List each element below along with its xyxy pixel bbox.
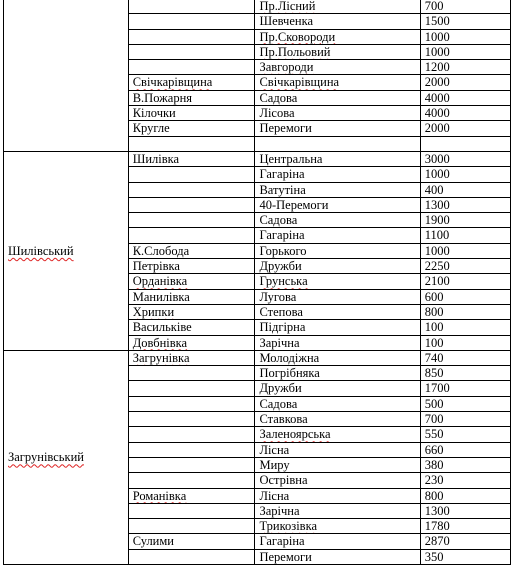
street-cell	[255, 151, 420, 166]
value-cell	[420, 29, 510, 44]
table-row	[4, 0, 511, 14]
value-number: 800	[424, 488, 444, 503]
value-number: 1700	[424, 381, 450, 396]
street-cell	[255, 381, 420, 396]
village-cell	[128, 136, 255, 151]
village-name: Манилівка	[132, 289, 190, 304]
value-number: 1000	[424, 29, 450, 44]
village-name: Свічкарівщина	[132, 75, 213, 90]
value-number: 2100	[424, 274, 450, 289]
street-cell	[255, 350, 420, 365]
value-number: 660	[424, 442, 444, 457]
village-cell	[128, 320, 255, 335]
street-cell	[255, 412, 420, 427]
street-cell	[255, 60, 420, 75]
village-name: Петрівка	[132, 259, 180, 274]
street-cell	[255, 106, 420, 121]
value-cell	[420, 396, 510, 411]
village-name: В.Пожарня	[132, 90, 193, 105]
value-cell	[420, 121, 510, 136]
value-number: 4000	[424, 106, 450, 121]
street-cell	[255, 44, 420, 59]
value-cell	[420, 151, 510, 166]
street-cell	[255, 243, 420, 258]
value-cell	[420, 60, 510, 75]
value-cell	[420, 75, 510, 90]
village-cell	[128, 335, 255, 350]
village-name: Шилівка	[132, 151, 180, 166]
street-cell	[255, 29, 420, 44]
village-cell	[128, 274, 255, 289]
value-number: 1900	[424, 213, 450, 228]
street-name: Гагаріна	[259, 534, 305, 549]
value-number: 100	[424, 320, 444, 335]
district-cell	[4, 151, 129, 350]
village-cell	[128, 412, 255, 427]
street-cell	[255, 442, 420, 457]
village-cell	[128, 488, 255, 503]
village-cell	[128, 304, 255, 319]
street-cell	[255, 228, 420, 243]
village-name: Кілочки	[132, 106, 176, 121]
street-cell	[255, 259, 420, 274]
street-name: Перемоги	[259, 121, 312, 136]
village-cell	[128, 182, 255, 197]
district-cell	[4, 350, 129, 564]
street-name: Садова	[259, 396, 298, 411]
village-cell	[128, 259, 255, 274]
village-cell	[128, 29, 255, 44]
village-cell	[128, 473, 255, 488]
street-name: Миру	[259, 457, 290, 472]
village-cell	[128, 197, 255, 212]
value-cell	[420, 136, 510, 151]
value-cell	[420, 182, 510, 197]
value-cell	[420, 503, 510, 518]
village-cell	[128, 442, 255, 457]
street-name: Зарічна	[259, 503, 300, 518]
value-cell	[420, 320, 510, 335]
street-name: Лугова	[259, 289, 297, 304]
street-cell	[255, 396, 420, 411]
value-cell	[420, 197, 510, 212]
value-number: 850	[424, 366, 444, 381]
village-name: Кругле	[132, 121, 170, 136]
value-cell	[420, 14, 510, 29]
value-cell	[420, 335, 510, 350]
village-cell	[128, 243, 255, 258]
village-name: Довбнівка	[132, 335, 188, 350]
value-cell	[420, 90, 510, 105]
street-name: Центральна	[259, 151, 323, 166]
value-cell	[420, 304, 510, 319]
street-name: Трикозівка	[259, 519, 318, 534]
street-cell	[255, 75, 420, 90]
value-number: 1000	[424, 167, 450, 182]
street-cell	[255, 549, 420, 564]
village-cell	[128, 0, 255, 14]
street-cell	[255, 320, 420, 335]
street-cell	[255, 534, 420, 549]
value-number: 1300	[424, 503, 450, 518]
value-cell	[420, 473, 510, 488]
value-cell	[420, 519, 510, 534]
street-name: Лісова	[259, 106, 295, 121]
village-cell	[128, 14, 255, 29]
value-number: 600	[424, 289, 444, 304]
street-cell	[255, 427, 420, 442]
street-name: Заленоярська	[259, 427, 331, 442]
street-cell	[255, 366, 420, 381]
village-cell	[128, 534, 255, 549]
street-cell	[255, 182, 420, 197]
value-number: 800	[424, 304, 444, 319]
value-cell	[420, 350, 510, 365]
village-cell	[128, 381, 255, 396]
village-cell	[128, 90, 255, 105]
street-name: Завгороди	[259, 60, 314, 75]
village-name: Загрунівка	[132, 350, 190, 365]
village-cell	[128, 350, 255, 365]
village-cell	[128, 519, 255, 534]
street-name: Пр.Польовий	[259, 44, 331, 59]
village-name: Орданівка	[132, 274, 188, 289]
street-name: Грунська	[259, 274, 308, 289]
value-cell	[420, 228, 510, 243]
street-cell	[255, 136, 420, 151]
value-number: 1500	[424, 14, 450, 29]
street-cell	[255, 0, 420, 14]
village-cell	[128, 396, 255, 411]
street-name: 40-Перемоги	[259, 197, 329, 212]
street-cell	[255, 289, 420, 304]
value-cell	[420, 0, 510, 14]
street-cell	[255, 274, 420, 289]
street-name: Садова	[259, 90, 298, 105]
value-number: 3000	[424, 151, 450, 166]
street-name: Дружби	[259, 381, 302, 396]
village-cell	[128, 60, 255, 75]
value-cell	[420, 289, 510, 304]
value-cell	[420, 442, 510, 457]
village-name: Васильківе	[132, 320, 192, 335]
street-name: Степова	[259, 304, 303, 319]
value-number: 1780	[424, 519, 450, 534]
value-cell	[420, 274, 510, 289]
street-name: Свічкарівщина	[259, 75, 340, 90]
value-cell	[420, 213, 510, 228]
value-cell	[420, 243, 510, 258]
value-number: 700	[424, 0, 444, 13]
street-cell	[255, 488, 420, 503]
village-name: Романівка	[132, 488, 187, 503]
table-body	[4, 0, 511, 564]
village-cell	[128, 289, 255, 304]
value-cell	[420, 549, 510, 564]
village-cell	[128, 228, 255, 243]
street-cell	[255, 121, 420, 136]
village-cell	[128, 457, 255, 472]
value-number: 2000	[424, 121, 450, 136]
street-name: Молодіжна	[259, 350, 320, 365]
street-cell	[255, 167, 420, 182]
value-number: 550	[424, 427, 444, 442]
district-name: Шилівський	[8, 243, 74, 258]
value-number: 1300	[424, 197, 450, 212]
village-cell	[128, 44, 255, 59]
village-cell	[128, 106, 255, 121]
street-name: Пр.Лісний	[259, 0, 316, 13]
value-number: 2870	[424, 534, 450, 549]
value-cell	[420, 457, 510, 472]
street-name: Садова	[259, 213, 298, 228]
street-cell	[255, 90, 420, 105]
village-cell	[128, 213, 255, 228]
value-number: 2000	[424, 75, 450, 90]
street-name: Горького	[259, 243, 307, 258]
village-cell	[128, 503, 255, 518]
street-name: Пр.Сковороди	[259, 29, 336, 44]
street-cell	[255, 197, 420, 212]
street-name: Гагаріна	[259, 167, 305, 182]
value-number: 350	[424, 549, 444, 564]
street-cell	[255, 304, 420, 319]
street-name: Острівна	[259, 473, 308, 488]
value-number: 1000	[424, 243, 450, 258]
value-number: 4000	[424, 90, 450, 105]
street-name: Ставкова	[259, 412, 308, 427]
street-name: Дружби	[259, 259, 302, 274]
village-name: К.Слобода	[132, 243, 190, 258]
village-cell	[128, 427, 255, 442]
value-number: 1100	[424, 228, 450, 243]
street-name: Зарічна	[259, 335, 300, 350]
value-number: 400	[424, 182, 444, 197]
street-name: Підгірна	[259, 320, 306, 335]
table-row	[4, 151, 511, 166]
value-cell	[420, 259, 510, 274]
value-number: 2250	[424, 259, 450, 274]
value-number: 1200	[424, 60, 450, 75]
street-cell	[255, 213, 420, 228]
value-number: 700	[424, 412, 444, 427]
value-number: 230	[424, 473, 444, 488]
value-number: 1000	[424, 44, 450, 59]
village-name: Сулими	[132, 534, 174, 549]
value-number: 380	[424, 457, 444, 472]
village-cell	[128, 366, 255, 381]
table-row	[4, 350, 511, 365]
street-cell	[255, 457, 420, 472]
street-name: Лісна	[259, 442, 290, 457]
village-cell	[128, 167, 255, 182]
value-cell	[420, 167, 510, 182]
street-name: Ватутіна	[259, 182, 306, 197]
street-cell	[255, 473, 420, 488]
street-cell	[255, 14, 420, 29]
street-cell	[255, 503, 420, 518]
street-name: Лісна	[259, 488, 290, 503]
value-cell	[420, 534, 510, 549]
value-cell	[420, 44, 510, 59]
value-number: 740	[424, 350, 444, 365]
street-cell	[255, 519, 420, 534]
value-cell	[420, 381, 510, 396]
street-cell	[255, 335, 420, 350]
village-cell	[128, 121, 255, 136]
value-cell	[420, 488, 510, 503]
district-cell	[4, 0, 129, 151]
village-cell	[128, 75, 255, 90]
district-name: Загрунівський	[8, 450, 84, 465]
value-cell	[420, 427, 510, 442]
value-number: 100	[424, 335, 444, 350]
value-cell	[420, 106, 510, 121]
street-name: Перемоги	[259, 549, 312, 564]
value-cell	[420, 412, 510, 427]
street-name: Гагаріна	[259, 228, 305, 243]
data-table	[3, 0, 511, 565]
street-name: Шевченка	[259, 14, 314, 29]
village-cell	[128, 151, 255, 166]
street-name: Погрібняка	[259, 366, 320, 381]
value-cell	[420, 366, 510, 381]
village-name: Хрипки	[132, 304, 175, 319]
value-number: 500	[424, 396, 444, 411]
village-cell	[128, 549, 255, 564]
